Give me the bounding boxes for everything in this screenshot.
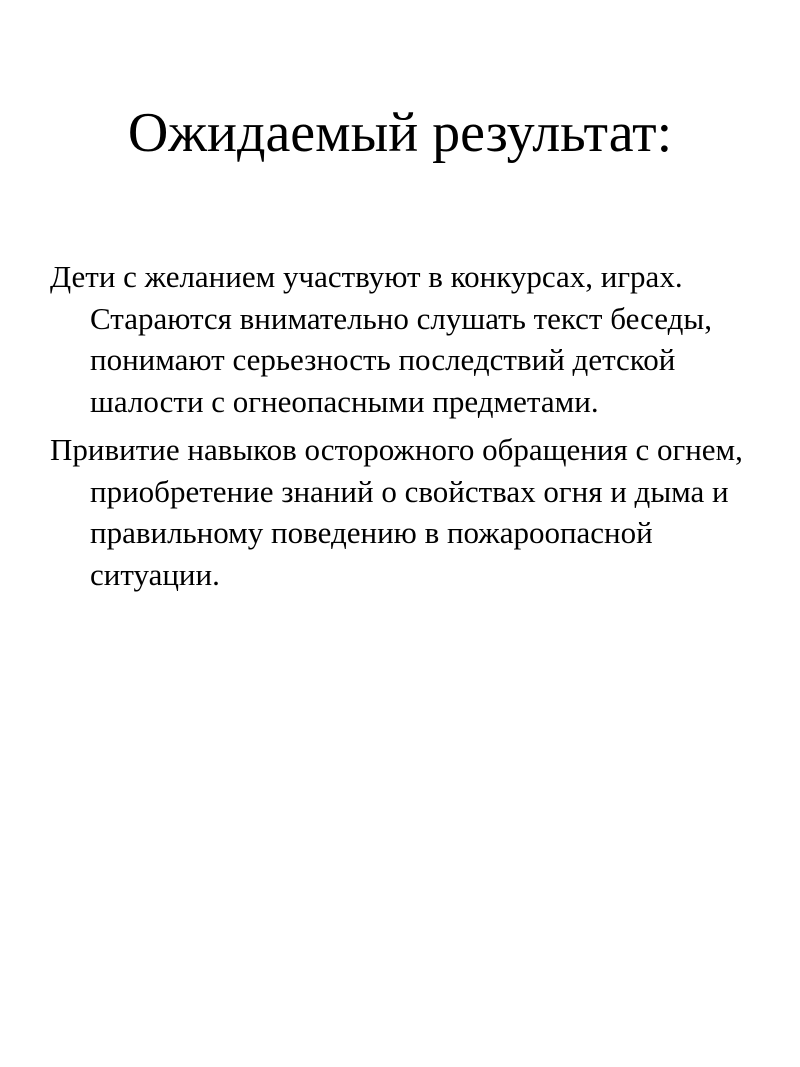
- paragraph-expected-outcome-children: Дети с желанием участвуют в конкурсах, играх. Стараются внимательно слушать текст беседы, понимают серьезность последствий детской шалости с огнеопасными предметами.: [50, 259, 712, 419]
- paragraph-expected-outcome-skills: Привитие навыков осторожного обращения с огнем, приобретение знаний о свойствах огня и дыма и правильному поведению в пожароопасной ситуации.: [50, 432, 743, 592]
- slide-title: Ожидаемый результат:: [127, 102, 673, 164]
- slide-body: [50, 256, 760, 602]
